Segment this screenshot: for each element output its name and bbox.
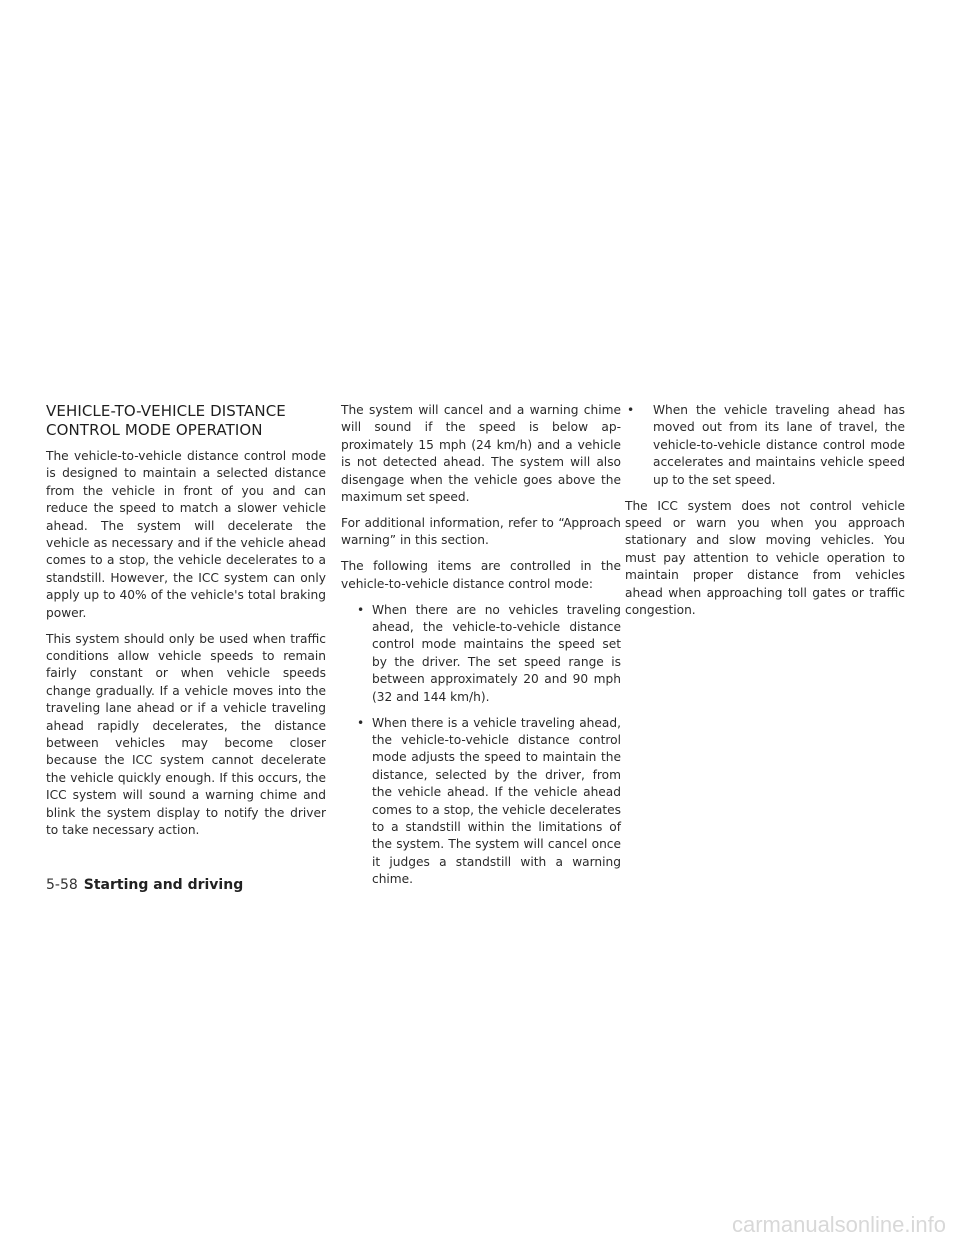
- intro-paragraph: The vehicle-to-vehicle distance control mode is designed to maintain a selected distance from the vehicle in front of you and can reduce the speed to match a slower vehicle ahead. The system will decelerate the vehicle as necessary and if the vehicle ahead comes to a stop, the vehicle decelerates to a standstill. However, the ICC system can only apply up to 40% of the vehicle's total braking power.: [46, 449, 326, 620]
- section-title: Starting and driving: [83, 877, 244, 893]
- controlled-items-paragraph: The following items are controlled in the vehicle-to-vehicle distance control mode:: [341, 559, 621, 591]
- right-column: [625, 402, 905, 628]
- page-number: 5-58: [46, 877, 78, 893]
- limitation-paragraph: The ICC system does not control vehicle speed or warn you when you approach stationary and slow moving vehicles. You must pay attention to vehicle operation to maintain proper distance from vehicles ahead when approaching toll gates or traffic congestion.: [625, 498, 905, 617]
- heading-line-1: VEHICLE-TO-VEHICLE DISTANCE: [46, 402, 286, 420]
- list-item: • When the vehicle traveling ahead has moved out from its lane of travel, the vehicle-to-vehicle distance control mode accelerates and maintains vehicle speed up to the set speed.: [625, 402, 905, 489]
- list-item: • When there is a vehicle traveling ahead, the vehicle-to-vehicle distance control mode adjusts the speed to maintain the distance, selected by the driver, from the vehicle ahead. If the vehicle ahead comes to a stop, the vehicle decelerates to a standstill within the limitations of the system. The system will cancel once it judges a standstill with a warning chime.: [341, 715, 621, 889]
- page-footer: [46, 876, 243, 894]
- reference-paragraph: For additional information, refer to “Approach warning” in this section.: [341, 515, 621, 548]
- controlled-items-list-continued: [625, 402, 905, 489]
- section-heading: [46, 402, 326, 440]
- cancel-paragraph: The system will cancel and a warning chime will sound if the speed is below approximately 15 mph (24 km/h) and a vehicle is not detected ahead. The system will also disengage when the vehicle goes above the maximum set speed.: [341, 403, 621, 505]
- middle-column: [341, 402, 621, 897]
- heading-line-2: CONTROL MODE OPERATION: [46, 421, 263, 439]
- controlled-items-list: [341, 602, 621, 889]
- usage-paragraph: This system should only be used when traffic conditions allow vehicle speeds to remain fairly constant or when vehicle speeds change gradually. If a vehicle moves into the traveling lane ahead or if a vehicle traveling ahead rapidly decelerates, the distance between vehicles may become closer because the ICC system cannot decelerate the vehicle quickly enough. If this occurs, the ICC system will sound a warning chime and blink the system display to notify the driver to take necessary action.: [46, 631, 326, 838]
- list-item: • When there are no vehicles traveling ahead, the vehicle-to-vehicle distance control mode maintains the speed set by the driver. The set speed range is between approximately 20 and 90 mph (32 and 144 km/h).: [341, 602, 621, 706]
- left-column: [46, 402, 326, 848]
- watermark: carmanualsonline.info: [731, 1212, 946, 1237]
